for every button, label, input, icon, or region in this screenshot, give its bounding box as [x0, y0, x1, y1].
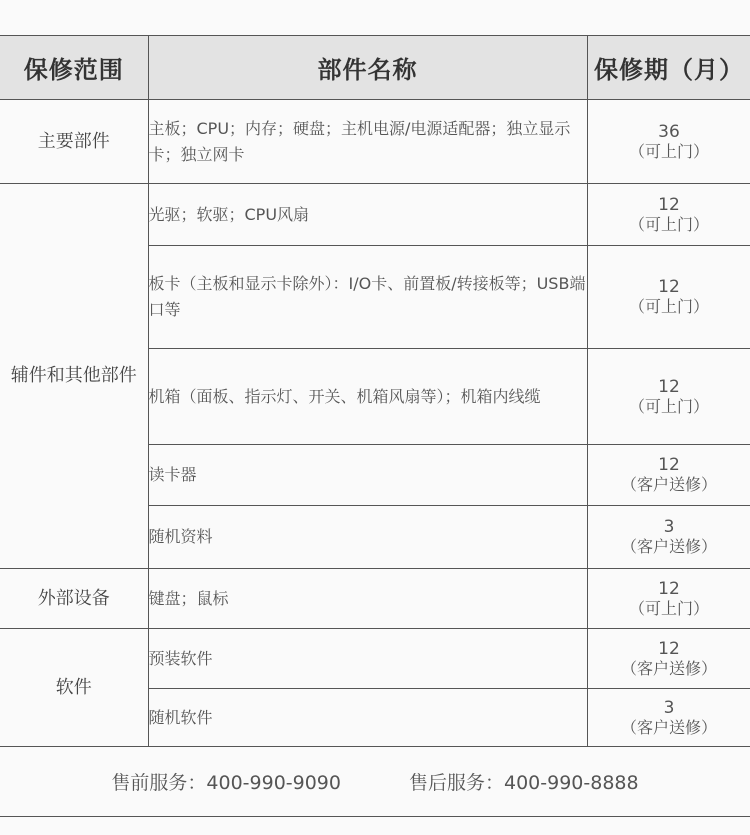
table-row — [0, 629, 750, 689]
period-months: 12 — [658, 455, 680, 475]
scope-cell: 主要部件 — [0, 100, 148, 184]
period-cell — [587, 569, 750, 629]
service-type: （可上门） — [628, 141, 709, 161]
table-header-row — [0, 36, 750, 100]
service-type: （可上门） — [628, 598, 709, 618]
period-cell — [587, 506, 750, 569]
parts-cell: 随机软件 — [148, 689, 587, 747]
period-months: 36 — [658, 121, 680, 142]
footer-divider — [0, 816, 750, 817]
top-margin — [0, 0, 750, 35]
period-cell — [587, 349, 750, 445]
table-row — [0, 184, 750, 246]
period-months: 3 — [663, 517, 675, 537]
header-period: 保修期（月） — [587, 36, 750, 100]
period-months: 3 — [663, 697, 675, 718]
parts-cell: 随机资料 — [148, 506, 587, 569]
header-scope: 保修范围 — [0, 36, 148, 100]
scope-cell: 辅件和其他部件 — [0, 184, 148, 569]
service-contacts — [0, 746, 750, 816]
scope-cell: 软件 — [0, 629, 148, 747]
header-parts: 部件名称 — [148, 36, 587, 100]
scope-cell: 外部设备 — [0, 569, 148, 629]
parts-cell: 机箱（面板、指示灯、开关、机箱风扇等）；机箱内线缆 — [148, 349, 587, 445]
period-cell — [587, 629, 750, 689]
period-months: 12 — [658, 277, 680, 297]
service-type: （客户送修） — [620, 717, 717, 737]
parts-cell: 键盘；鼠标 — [148, 569, 587, 629]
parts-cell: 板卡（主板和显示卡除外）：I/O卡、前置板/转接板等；USB端口等 — [148, 246, 587, 349]
period-cell — [587, 689, 750, 747]
period-months: 12 — [658, 194, 680, 215]
table-row — [0, 100, 750, 184]
service-type: （客户送修） — [620, 475, 717, 494]
period-cell — [587, 246, 750, 349]
period-cell — [587, 100, 750, 184]
parts-cell: 光驱；软驱；CPU风扇 — [148, 184, 587, 246]
period-cell — [587, 445, 750, 506]
presale-hotline: 售前服务：400-990-9090 — [111, 771, 341, 794]
period-cell — [587, 184, 750, 246]
period-months: 12 — [658, 638, 680, 659]
service-type: （可上门） — [628, 214, 709, 234]
service-type: （可上门） — [628, 396, 709, 416]
table-row — [0, 569, 750, 629]
service-type: （客户送修） — [620, 658, 717, 678]
period-months: 12 — [658, 578, 680, 599]
warranty-table — [0, 35, 750, 747]
parts-cell: 主板；CPU；内存；硬盘；主机电源/电源适配器；独立显示卡；独立网卡 — [148, 100, 587, 184]
service-type: （可上门） — [628, 297, 709, 316]
parts-cell: 预装软件 — [148, 629, 587, 689]
parts-cell: 读卡器 — [148, 445, 587, 506]
aftersale-hotline: 售后服务：400-990-8888 — [409, 771, 639, 794]
period-months: 12 — [658, 376, 680, 397]
service-type: （客户送修） — [620, 537, 717, 556]
